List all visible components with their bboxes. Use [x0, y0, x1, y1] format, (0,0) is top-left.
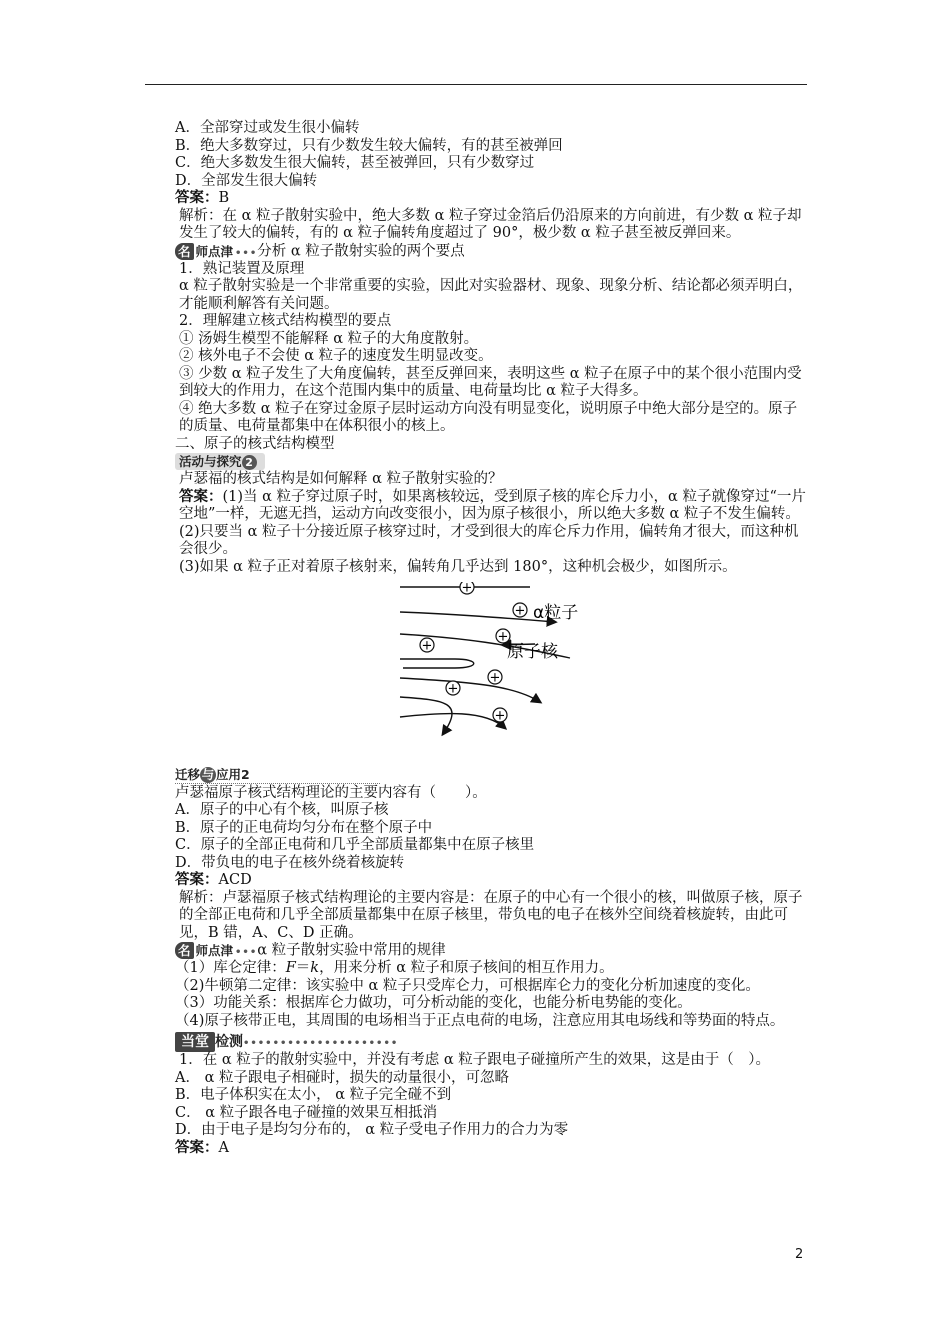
tip2-title: α 粒子散射实验中常用的规律 [257, 942, 446, 959]
option-b: B．绝大多数穿过，只有少数发生较大偏转，有的甚至被弹回 [175, 137, 563, 154]
option-a: A．全部穿过或发生很小偏转 [175, 120, 360, 136]
transfer-question: 卢瑟福原子核式结构理论的主要内容有（ ）。 [175, 784, 487, 801]
activity-answer-1: 答案：(1)当 α 粒子穿过原子时，如果离核较远，受到原子核的库仑斥力小，α 粒子就像穿过“一片空地”一样，无遮无挡，运动方向改变很小，因为原子核很小，所以绝大多数 α 粒子不发生偏转。 [179, 488, 806, 522]
answer-label: 答案： [175, 190, 219, 206]
tip-point-1: 1．熟记装置及原理 [179, 260, 305, 277]
option-d: D．全部发生很大偏转 [175, 172, 318, 189]
analysis: 解析：在 α 粒子散射实验中，绝大多数 α 粒子穿过金箔后仍沿原来的方向前进，有少数 α 粒子却发生了较大的偏转，有的 α 粒子偏转角度超过了 90°，极少数 α 粒子甚至被反弹回来。 [179, 207, 802, 241]
check-answer: 答案：A [175, 1139, 229, 1156]
svg-text:+: + [494, 708, 506, 724]
check-option-d: D．由于电子是均匀分布的， α 粒子受电子作用力的合力为零 [175, 1122, 569, 1138]
tip2-header [145, 942, 807, 960]
svg-text:+: + [497, 629, 509, 645]
page-number: 2 [795, 1247, 804, 1262]
tip-title: 分析 α 粒子散射实验的两个要点 [257, 243, 465, 259]
nucleus-marker [513, 603, 527, 619]
teacher-tip-badge: 名 师点津 ••• [175, 243, 257, 260]
tip-item-1: ① 汤姆生模型不能解释 α 粒子的大角度散射。 [179, 330, 479, 347]
tip-item-2: ② 核外电子不会使 α 粒子的速度发生明显改变。 [179, 348, 493, 364]
page-content [145, 120, 807, 1157]
tip-item-4: ④ 绝大多数 α 粒子在穿过金原子层时运动方向没有明显变化，说明原子中绝大部分是空的。原子的质量、电荷量都集中在体积很小的核上。 [179, 400, 798, 434]
check-header [145, 1032, 807, 1052]
label-nucleus: 原子核 [507, 642, 558, 662]
rule-2: （2)牛顿第二定律：该实验中 α 粒子只受库仑力，可根据库仑力的变化分析加速度的变化。 [175, 977, 760, 994]
answer [145, 190, 807, 208]
check-option-b: B．电子体积实在太小， α 粒子完全碰不到 [175, 1087, 452, 1103]
check-question-1: 1．在 α 粒子的散射实验中，并没有考虑 α 粒子跟电子碰撞所产生的效果，这是由于（ ）。 [179, 1052, 770, 1068]
transfer-option-d: D．带负电的电子在核外绕着核旋转 [175, 854, 405, 871]
svg-text:+: + [489, 670, 501, 686]
option-c: C．绝大多数发生很大偏转，甚至被弹回，只有少数穿过 [175, 155, 535, 171]
transfer-answer: 答案：ACD [175, 872, 252, 888]
activity-answer-2: (2)只要当 α 粒子十分接近原子核穿过时，才受到很大的库仑斥力作用，偏转角才很大，而这种机会很少。 [179, 523, 799, 557]
activity-question: 卢瑟福的核式结构是如何解释 α 粒子散射实验的？ [179, 471, 503, 487]
tip-point-2: 2．理解建立核式结构模型的要点 [179, 313, 392, 329]
scattering-diagram [395, 582, 595, 757]
nucleus-marker [493, 708, 507, 724]
transfer-badge: 迁移 与 应用2 [175, 766, 380, 784]
section-title: 二、原子的核式结构模型 [175, 435, 335, 452]
transfer-analysis: 解析：卢瑟福原子核式结构理论的主要内容是：在原子的中心有一个很小的核，叫做原子核，原子的全部正电荷和几乎全部质量都集中在原子核里，带负电的电子在核外空间绕着核旋转，由此可见，B 错，A、C、D 正确。 [179, 889, 803, 941]
rule-3: （3）功能关系：根据库仑力做功，可分析动能的变化，也能分析电势能的变化。 [175, 995, 692, 1011]
trajectory-2 [400, 612, 555, 622]
scattering-figure [145, 582, 807, 762]
svg-text:+: + [447, 681, 459, 697]
transfer-option-b: B．原子的正电荷均匀分布在整个原子中 [175, 819, 433, 836]
tip-item-3: ③ 少数 α 粒子发生了大角度偏转，甚至反弹回来，表明这些 α 粒子在原子中的某个很小范围内受到较大的作用力，在这个范围内集中的质量、电荷量均比 α 粒子大得多。 [179, 365, 802, 399]
transfer-header [145, 766, 807, 785]
header-rule [145, 84, 807, 85]
rule-1: （1）库仑定律：F＝k，用来分析 α 粒子和原子核间的相互作用力。 [175, 960, 614, 976]
label-alpha-particle: α粒子 [533, 603, 579, 623]
transfer-option-c: C．原子的全部正电荷和几乎全部质量都集中在原子核里 [175, 837, 535, 853]
answer-value: B [218, 190, 230, 206]
activity-badge: 活动与探究 2 [175, 453, 265, 470]
svg-text:+: + [461, 582, 473, 596]
rule-4: （4)原子核带正电，其周围的电场相当于正点电荷的电场，注意应用其电场线和等势面的特点。 [175, 1012, 785, 1029]
check-badge: 当堂 检测••••••••••••••••••••• [175, 1032, 398, 1052]
nucleus-marker [446, 681, 460, 697]
teacher-tip-badge: 名 师点津 ••• [175, 942, 257, 959]
check-option-c: C． α 粒子跟各电子碰撞的效果互相抵消 [175, 1104, 438, 1121]
activity-answer-3: (3)如果 α 粒子正对着原子核射来，偏转角几乎达到 180°，这种机会极少，如图所示。 [179, 558, 737, 575]
nucleus-marker [460, 582, 474, 596]
svg-text:+: + [421, 638, 433, 654]
check-option-a: A． α 粒子跟电子相碰时，损失的动量很小，可忽略 [175, 1069, 509, 1086]
trajectory-reflected [400, 659, 474, 668]
activity-header [145, 453, 807, 471]
nucleus-marker [488, 670, 502, 686]
nucleus-marker [420, 638, 434, 654]
tip-header [145, 243, 807, 261]
tip-point-1-body: α 粒子散射实验是一个非常重要的实验，因此对实验器材、现象、现象分析、结论都必须弄明白，才能顺利解答有关问题。 [179, 278, 803, 312]
svg-text:+: + [514, 603, 526, 619]
transfer-option-a: A．原子的中心有个核，叫原子核 [175, 802, 389, 818]
